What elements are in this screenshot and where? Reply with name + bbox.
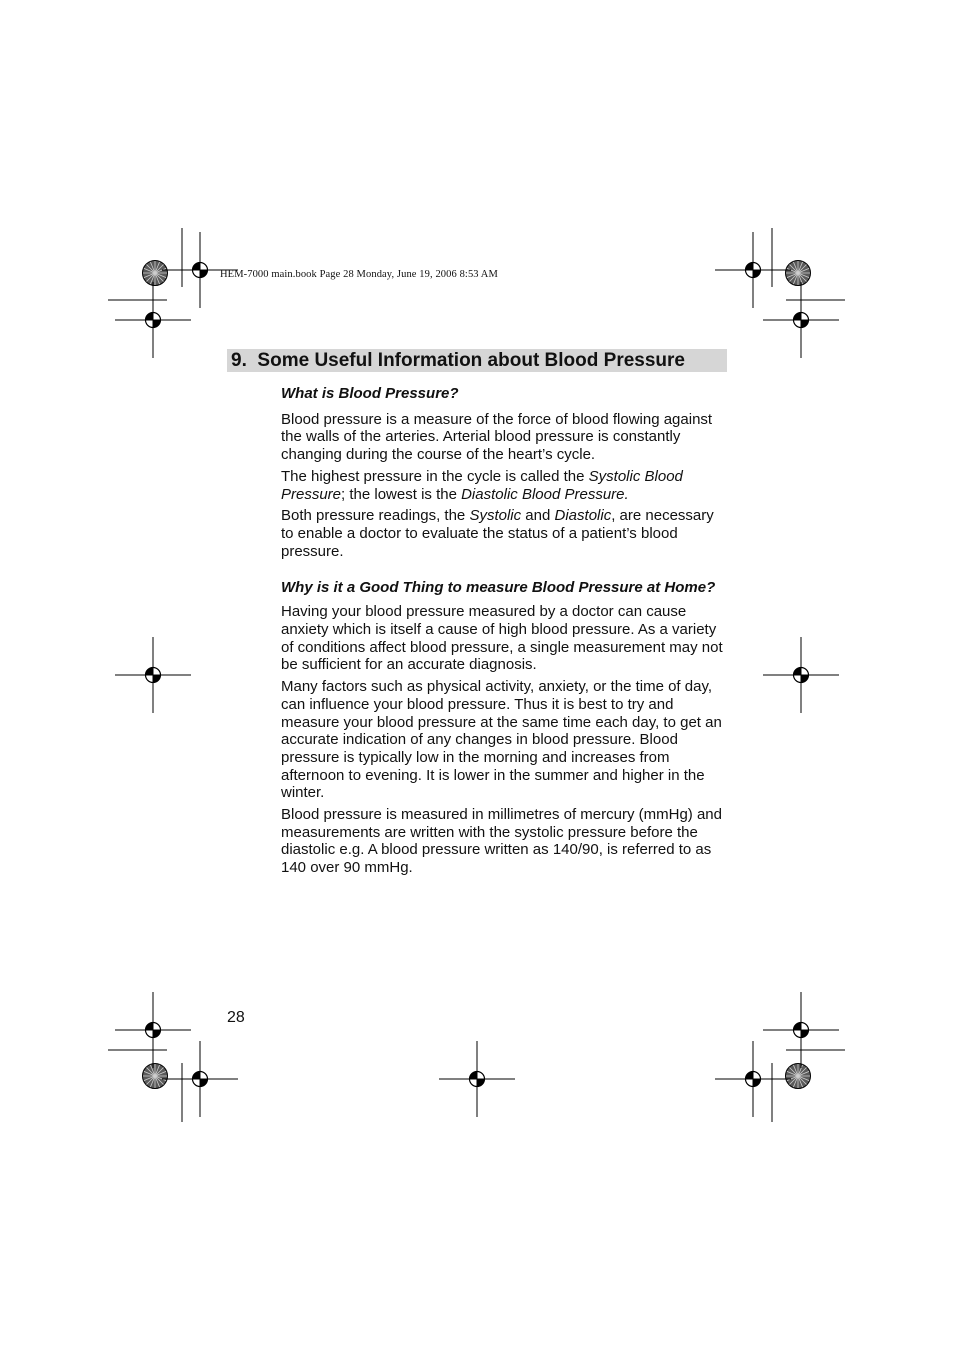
- registration-mark-icon: [763, 282, 839, 358]
- section-heading: [231, 349, 685, 372]
- registration-mark-icon: [115, 282, 191, 358]
- text-run: , are necessary to enable a doctor to evaluate the status of a patient’s blood pressure.: [281, 507, 714, 560]
- paragraph: Blood pressure is measured in millimetres of mercury (mmHg) and measurements are written with the systolic pressure before the diastolic e.g. A blood pressure written as 140/90, is referred to as 140 over 90 mmHg.: [281, 806, 722, 877]
- paragraph: Many factors such as physical activity, anxiety, or the time of day, can influence your blood pressure. Thus it is best to try and measure your blood pressure at the same time each day, to get an accurate indication of any changes in blood pressure. Blood pressure is typically low in the morning and increases from afternoon to evening. It is lower in the summer and higher in the winter.: [281, 678, 722, 802]
- page-content: [281, 385, 727, 881]
- registration-mark-icon: [162, 1041, 238, 1117]
- print-header: HEM-7000 main.book Page 28 Monday, June 19, 2006 8:53 AM: [220, 269, 498, 280]
- text-run: and: [521, 507, 555, 525]
- registration-mark-icon: [115, 637, 191, 713]
- section-heading-bar: [227, 349, 727, 372]
- registration-mark-icon: [763, 637, 839, 713]
- registration-mark-icon: [763, 992, 839, 1068]
- section-number: 9.: [231, 350, 247, 371]
- color-wheel-icon: [786, 261, 811, 286]
- registration-mark-icon: [715, 232, 791, 308]
- italic-term: Diastolic: [554, 507, 612, 525]
- italic-term: Systolic: [469, 507, 522, 525]
- italic-term: Diastolic Blood Pressure.: [461, 485, 629, 503]
- color-wheel-icon: [786, 1064, 811, 1089]
- subheading-why-measure-at-home: Why is it a Good Thing to measure Blood Pressure at Home?: [281, 579, 716, 597]
- page-number: 28: [227, 1009, 245, 1026]
- text-run: Both pressure readings, the: [281, 507, 470, 525]
- subheading-what-is-bp: What is Blood Pressure?: [281, 385, 459, 402]
- registration-mark-icon: [439, 1041, 515, 1117]
- text-run: The highest pressure in the cycle is called the: [281, 467, 589, 485]
- registration-mark-icon: [715, 1041, 791, 1117]
- color-wheel-icon: [143, 1064, 168, 1089]
- paragraph: [281, 468, 727, 503]
- italic-term: Systolic Blood Pressure: [281, 467, 683, 503]
- color-wheel-icon: [143, 261, 168, 286]
- paragraph: Blood pressure is a measure of the force of blood flowing against the walls of the arteries. Arterial blood pressure is constantly changing during the course of the heart’s cycle.: [281, 410, 713, 464]
- paragraph: [281, 507, 727, 560]
- paragraph: Having your blood pressure measured by a doctor can cause anxiety which is itself a cause of high blood pressure. As a variety of conditions affect blood pressure, a single measurement may not be sufficient for an accurate diagnosis.: [281, 603, 723, 674]
- registration-mark-icon: [115, 992, 191, 1068]
- section-title: Some Useful Information about Blood Pressure: [257, 350, 685, 371]
- text-run: ; the lowest is the: [341, 485, 462, 503]
